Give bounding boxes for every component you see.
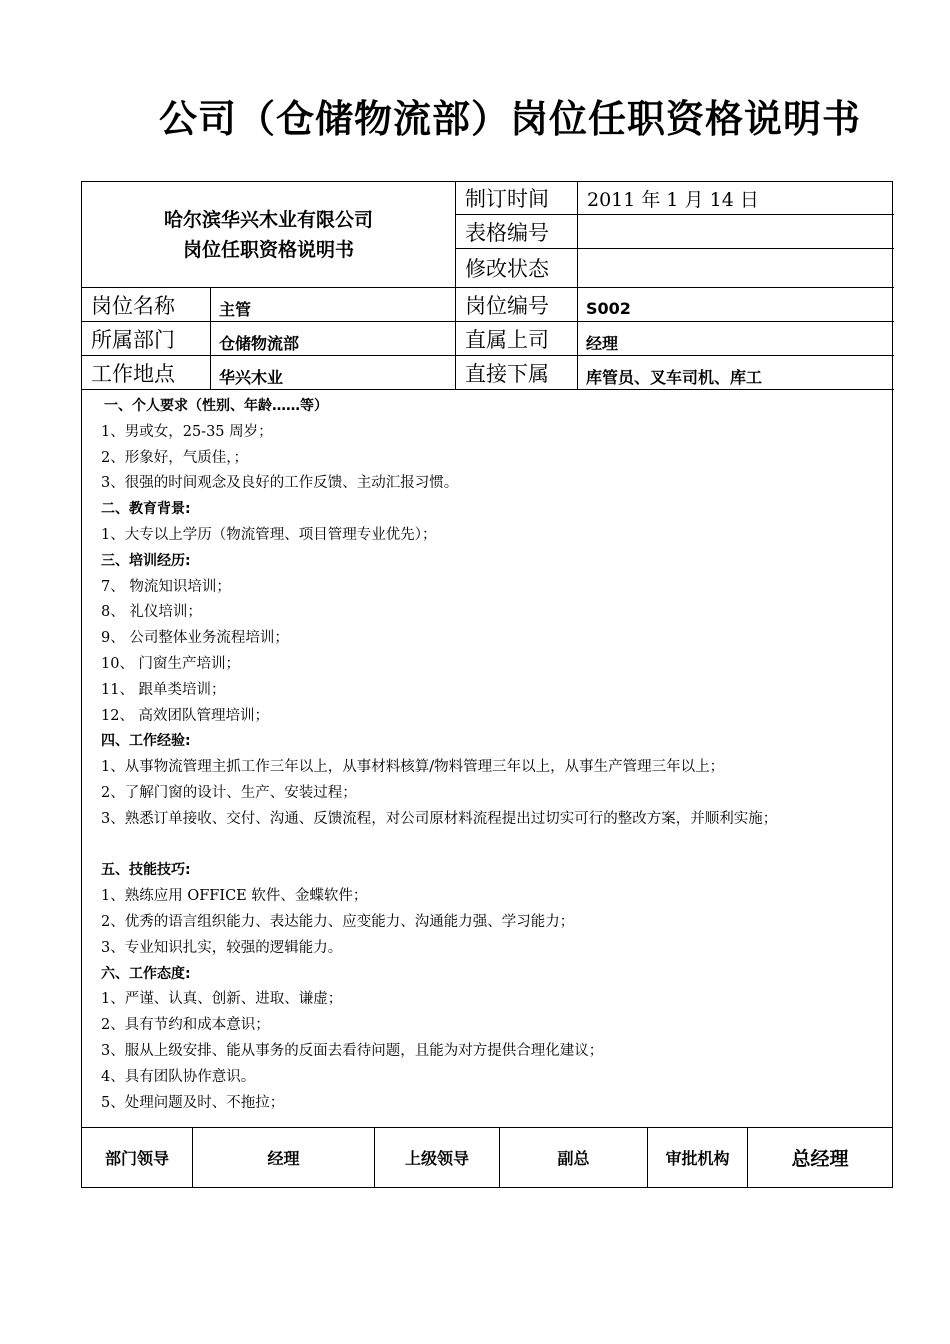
revision-date-value: 2011 年 1 月 14 日 xyxy=(578,182,894,215)
approval-body-value: 总经理 xyxy=(791,1148,849,1170)
requirement-line: 7、 物流知识培训； xyxy=(101,578,231,595)
form-number-value xyxy=(578,215,894,249)
section-heading: 四、工作经验: xyxy=(101,733,191,750)
dept-leader-label: 部门领导 xyxy=(82,1128,193,1187)
direct-supervisor-label: 直属上司 xyxy=(456,322,578,356)
requirement-line: 2、形象好，气质佳，； xyxy=(101,449,248,466)
requirement-line: 3、很强的时间观念及良好的工作反馈、主动汇报习惯。 xyxy=(101,475,459,492)
company-name: 哈尔滨华兴木业有限公司 xyxy=(163,208,373,231)
requirement-line: 1、男或女，25-35 周岁； xyxy=(101,423,273,440)
department-value: 仓储物流部 xyxy=(211,322,456,356)
revision-status-label: 修改状态 xyxy=(456,249,578,288)
requirement-line: 8、 礼仪培训； xyxy=(101,604,202,621)
requirement-line: 2、优秀的语言组织能力、表达能力、应变能力、沟通能力强、学习能力； xyxy=(101,913,575,930)
requirement-line: 1、熟练应用 OFFICE 软件、金蝶软件； xyxy=(101,888,368,905)
department-label: 所属部门 xyxy=(82,322,211,356)
approval-body-label: 审批机构 xyxy=(648,1128,748,1187)
requirement-line: 4、具有团队协作意识。 xyxy=(101,1068,256,1085)
section-heading: 五、技能技巧: xyxy=(101,862,191,879)
requirement-line: 1、大专以上学历（物流管理、项目管理专业优先）； xyxy=(101,526,437,543)
work-location-label: 工作地点 xyxy=(82,356,211,390)
qualification-form xyxy=(81,181,893,1188)
requirement-line xyxy=(101,833,892,859)
form-number-label: 表格编号 xyxy=(456,215,578,249)
section-heading: 一、个人要求（性别、年龄……等） xyxy=(104,398,328,414)
position-number-value: S002 xyxy=(578,288,894,322)
superior-leader-label: 上级领导 xyxy=(375,1128,500,1187)
requirement-line: 1、从事物流管理主抓工作三年以上，从事材料核算/物料管理三年以上，从事生产管理三年以上； xyxy=(101,759,725,776)
section-heading: 三、培训经历: xyxy=(101,552,191,569)
requirement-line: 9、 公司整体业务流程培训； xyxy=(101,630,289,647)
requirement-line: 3、专业知识扎实，较强的逻辑能力。 xyxy=(101,939,343,956)
requirement-line: 2、具有节约和成本意识； xyxy=(101,1017,270,1034)
direct-reports-value: 库管员、叉车司机、库工 xyxy=(578,356,894,390)
company-block xyxy=(82,182,456,288)
work-location-value: 华兴木业 xyxy=(211,356,456,390)
position-name-value: 主管 xyxy=(211,288,456,322)
dept-leader-value: 经理 xyxy=(193,1128,375,1187)
revision-date-label: 制订时间 xyxy=(456,182,578,215)
requirement-line: 1、严谨、认真、创新、进取、谦虚； xyxy=(101,991,343,1008)
direct-reports-label: 直接下属 xyxy=(456,356,578,390)
requirement-line: 3、熟悉订单接收、交付、沟通、反馈流程，对公司原材料流程提出过切实可行的整改方案，并顺利实施； xyxy=(101,810,778,827)
direct-supervisor-value: 经理 xyxy=(578,322,894,356)
requirement-line: 12、 高效团队管理培训； xyxy=(101,707,270,724)
revision-status-value xyxy=(578,249,894,288)
superior-leader-value: 副总 xyxy=(500,1128,648,1187)
requirement-line: 2、了解门窗的设计、生产、安装过程； xyxy=(101,784,357,801)
section-heading: 二、教育背景: xyxy=(101,501,191,518)
requirement-line: 10、 门窗生产培训； xyxy=(101,655,241,672)
requirements-body xyxy=(82,390,892,1128)
requirement-line: 3、服从上级安排、能从事务的反面去看待问题，且能为对方提供合理化建议； xyxy=(101,1042,604,1059)
position-number-label: 岗位编号 xyxy=(456,288,578,322)
requirement-line: 5、处理问题及时、不拖拉； xyxy=(101,1094,285,1111)
requirement-line: 11、 跟单类培训； xyxy=(101,681,226,698)
document-name: 岗位任职资格说明书 xyxy=(182,238,354,261)
position-name-label: 岗位名称 xyxy=(82,288,211,322)
page-title: 公司（仓储物流部）岗位任职资格说明书 xyxy=(158,97,861,141)
section-heading: 六、工作态度: xyxy=(101,965,191,982)
